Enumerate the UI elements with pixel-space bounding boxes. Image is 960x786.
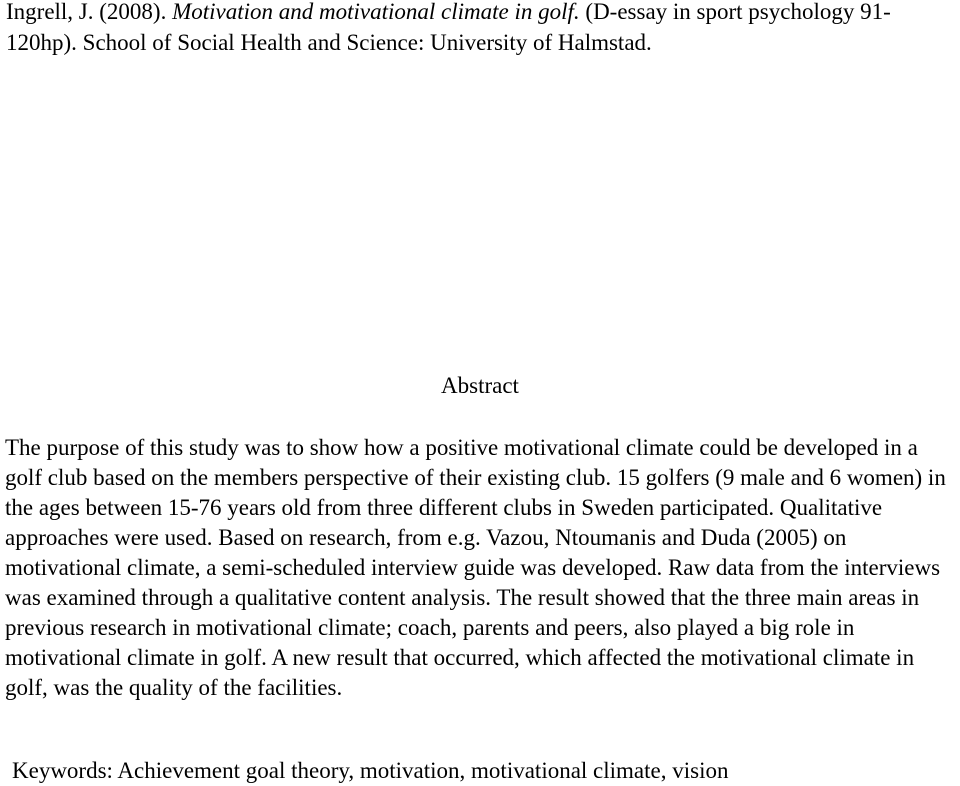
abstract-body: The purpose of this study was to show how a positive motivational climate could be developed in a golf club based on the members perspective of their existing club. 15 golfers (9 male and 6 women) in the ages between 15-76 years old from three different clubs in Sweden participated. Qualitative approaches were used. Based on research, from e.g. Vazou, Ntoumanis and Duda (2005) on motivational climate, a semi-scheduled interview guide was developed. Raw data from the interviews was examined through a qualitative content analysis. The result showed that the three main areas in previous research in motivational climate; coach, parents and peers, also played a big role in motivational climate in golf. A new result that occurred, which affected the motivational climate in golf, was the quality of the facilities. [5, 435, 946, 700]
citation [6, 0, 954, 58]
citation-details: (D-essay in sport psychology 91-120hp). School of Social Health and Science: University of Halmstad. [6, 0, 891, 55]
citation-title: Motivation and motivational climate in golf. [172, 0, 580, 24]
keywords: Keywords: Achievement goal theory, motivation, motivational climate, vision [12, 758, 729, 783]
citation-authors-year: Ingrell, J. (2008). [6, 0, 173, 24]
abstract-heading: Abstract [441, 373, 519, 398]
